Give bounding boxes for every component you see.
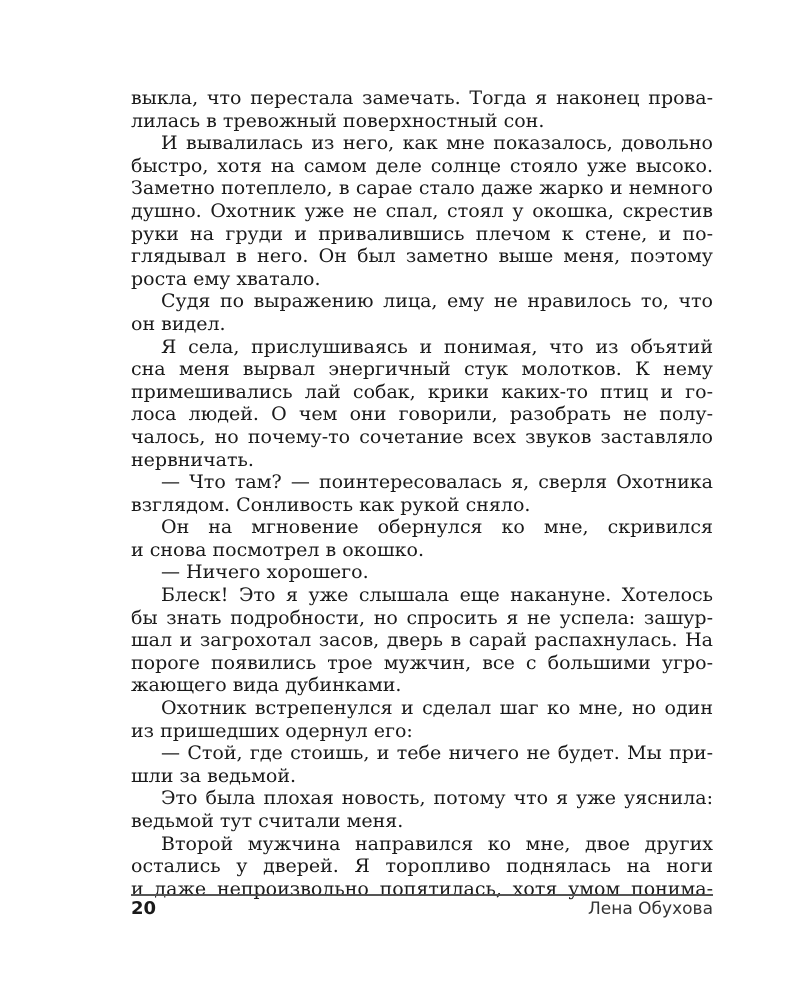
text-line: из пришедших одернул его: <box>131 719 413 742</box>
text-line: пороге появились трое мужчин, все с большими угро- <box>131 651 713 674</box>
text-line: выкла, что перестала замечать. Тогда я наконец прова- <box>131 87 713 109</box>
text-line: шли за ведьмой. <box>131 764 297 787</box>
text-line: бы знать подробности, но спросить я не успела: зашур- <box>131 606 713 629</box>
text-line: остались у дверей. Я торопливо поднялась на ноги <box>131 855 713 878</box>
text-line: Это была плохая новость, потому что я уже уяснила: <box>161 787 713 810</box>
text-line: Второй мужчина направился ко мне, двое других <box>161 832 713 855</box>
text-line: и снова посмотрел в окошко. <box>131 538 425 561</box>
body-text <box>131 87 713 900</box>
text-line: — Стой, где стоишь, и тебе ничего не будет. Мы при- <box>161 742 713 765</box>
text-line: быстро, хотя на самом деле солнце стояло уже высоко. <box>131 154 713 177</box>
footer-rule <box>131 894 713 896</box>
text-line: душно. Охотник уже не спал, стоял у окошка, скрестив <box>131 199 713 222</box>
text-line: шал и загрохотал засов, дверь в сарай распахнулась. На <box>131 629 713 652</box>
text-line: жающего вида дубинками. <box>131 674 402 697</box>
text-line: глядывал в него. Он был заметно выше меня, поэтому <box>131 245 713 268</box>
text-line: — Ничего хорошего. <box>161 561 369 584</box>
text-line: руки на груди и привалившись плечом к стене, и по- <box>131 222 713 245</box>
text-line: он видел. <box>131 312 226 335</box>
text-line: примешивались лай собак, крики каких-то птиц и го- <box>131 380 713 403</box>
text-line: Судя по выражению лица, ему не нравилось то, что <box>161 290 713 313</box>
text-line: нервничать. <box>131 448 254 471</box>
text-line: Я села, прислушиваясь и понимая, что из объятий <box>161 335 713 358</box>
text-line: ведьмой тут считали меня. <box>131 810 404 832</box>
text-line: Охотник встрепенулся и сделал шаг ко мне, но один <box>161 697 713 720</box>
text-line: лоса людей. О чем они говорили, разобрать не полу- <box>131 403 713 426</box>
page-number: 20 <box>131 898 157 919</box>
text-line: Блеск! Это я уже слышала еще накануне. Хотелось <box>161 584 713 607</box>
text-line: роста ему хватало. <box>131 267 321 290</box>
text-line: чалось, но почему-то сочетание всех звуков заставляло <box>131 425 713 448</box>
text-line: сна меня вырвал энергичный стук молотков. К нему <box>131 358 713 381</box>
text-line: — Что там? — поинтересовалась я, сверля Охотника <box>161 471 713 494</box>
text-line: и даже непроизвольно попятилась, хотя умом понима- <box>131 877 713 900</box>
running-head-author: Лена Обухова <box>587 899 713 919</box>
text-line: И вывалилась из него, как мне показалось, довольно <box>161 132 713 155</box>
text-line: лилась в тревожный поверхностный сон. <box>131 109 545 132</box>
text-line: взглядом. Сонливость как рукой сняло. <box>131 493 531 516</box>
text-line: Он на мгновение обернулся ко мне, скривился <box>161 516 713 539</box>
text-line: Заметно потеплело, в сарае стало даже жарко и немного <box>131 177 713 200</box>
